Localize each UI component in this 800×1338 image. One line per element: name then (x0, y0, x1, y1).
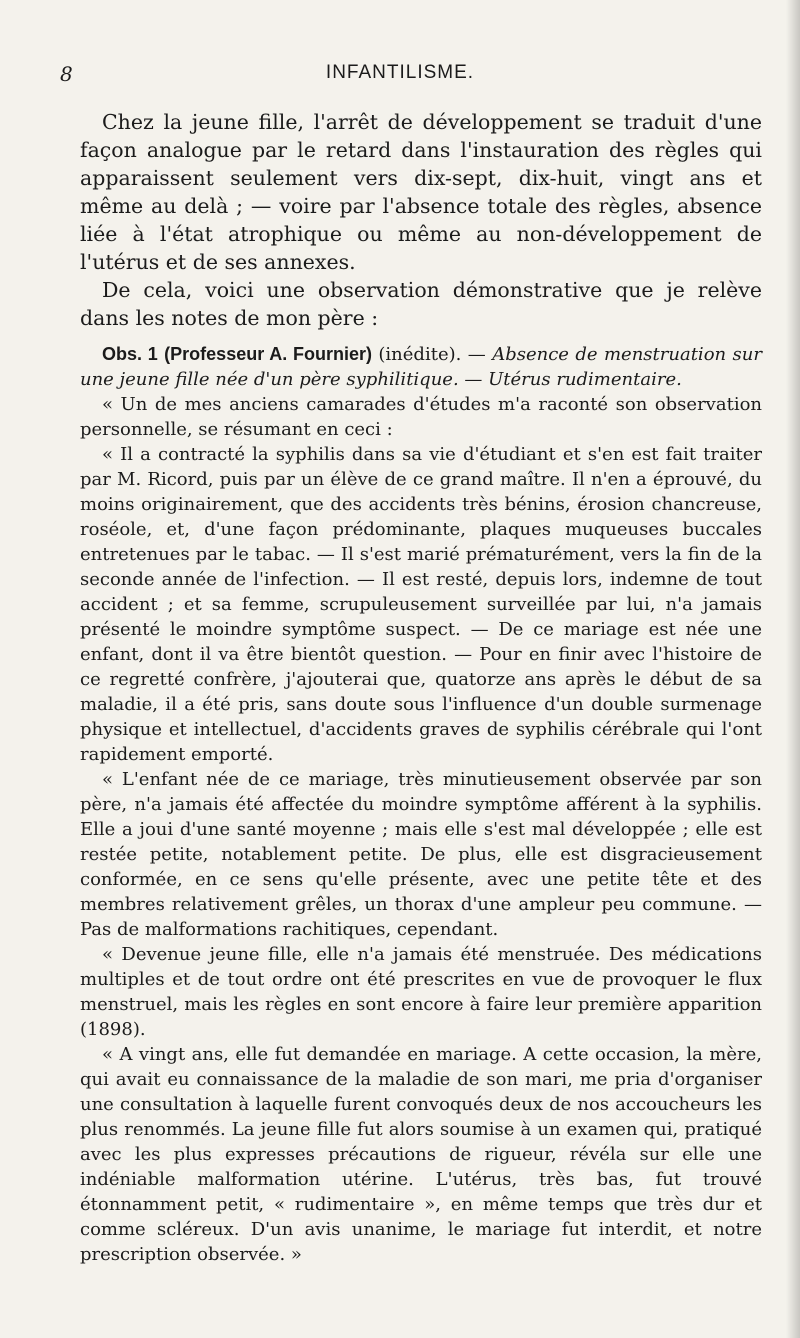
observation-paragraph: « A vingt ans, elle fut demandée en mariage. A cette occasion, la mère, qui avait eu connaissance de la maladie de son mari, me pria d'organiser une consultation à laquelle furent convoqués deux de nos accoucheurs les plus renommés. La jeune fille fut alors soumise à un examen qui, pratiqué avec les plus expresses précautions de rigueur, révéla sur elle une indéniable malformation utérine. L'utérus, très bas, fut trouvé étonnamment petit, « rudimentaire », en même temps que très dur et comme scléreux. D'un avis unanime, le mariage fut interdit, et notre prescription observée. » (80, 1044, 762, 1265)
page-number: 8 (60, 62, 73, 86)
intro-paragraph: Chez la jeune fille, l'arrêt de développement se traduit d'une façon analogue par le retard dans l'instauration des règles qui apparaissent seulement vers dix-sept, dix-huit, vingt ans et même au delà ; — voire par l'absence totale des règles, absence liée à l'état atrophique ou même au non-développement de l'utérus et de ses annexes. (80, 110, 762, 274)
observation-paragraph: « Devenue jeune fille, elle n'a jamais été menstruée. Des médications multiples et de tout ordre ont été prescrites en vue de provoquer le flux menstruel, mais les règles en sont encore à faire leur première apparition (1898). (80, 944, 762, 1040)
observation-title: Absence de menstruation sur une jeune fille née d'un père syphilitique. — Utérus rudimentaire. (80, 344, 762, 390)
observation-note: (inédite). — (378, 344, 486, 365)
intro-paragraph: De cela, voici une observation démonstrative que je relève dans les notes de mon père : (80, 278, 762, 330)
intro-section (80, 108, 762, 332)
observation-author: (Professeur A. Fournier) (164, 344, 372, 364)
page-header (60, 62, 740, 90)
observation-label: Obs. 1 (102, 344, 158, 364)
observation-paragraph: « Un de mes anciens camarades d'études m'a raconté son observation personnelle, se résumant en ceci : (80, 394, 762, 440)
observation-section (80, 342, 762, 1267)
observation-paragraph: « L'enfant née de ce mariage, très minutieusement observée par son père, n'a jamais été affectée du moindre symptôme afférent à la syphilis. Elle a joui d'une santé moyenne ; mais elle s'est mal développée ; elle est restée petite, notablement petite. De plus, elle est disgracieusement conformée, en ce sens qu'elle présente, avec une petite tête et des membres relativement grêles, un thorax d'une ampleur peu commune. — Pas de malformations rachitiques, cependant. (80, 769, 762, 940)
observation-paragraph: « Il a contracté la syphilis dans sa vie d'étudiant et s'en est fait traiter par M. Ricord, puis par un élève de ce grand maître. Il n'en a éprouvé, du moins originairement, que des accidents très bénins, érosion chancreuse, roséole, et, d'une façon prédominante, plaques muqueuses buccales entretenues par le tabac. — Il s'est marié prématurément, vers la fin de la seconde année de l'infection. — Il est resté, depuis lors, indemne de tout accident ; et sa femme, scrupuleusement surveillée par lui, n'a jamais présenté le moindre symptôme suspect. — De ce mariage est née une enfant, dont il va être bientôt question. — Pour en finir avec l'histoire de ce regretté confrère, j'ajouterai que, quatorze ans après le début de sa maladie, il a été pris, sans doute sous l'influence d'un double surmenage physique et intellectuel, d'accidents graves de syphilis cérébrale qui l'ont rapidement emporté. (80, 444, 762, 765)
page-edge-shadow (786, 0, 800, 1338)
running-title: INFANTILISME. (325, 62, 475, 83)
observation-heading (80, 342, 762, 392)
